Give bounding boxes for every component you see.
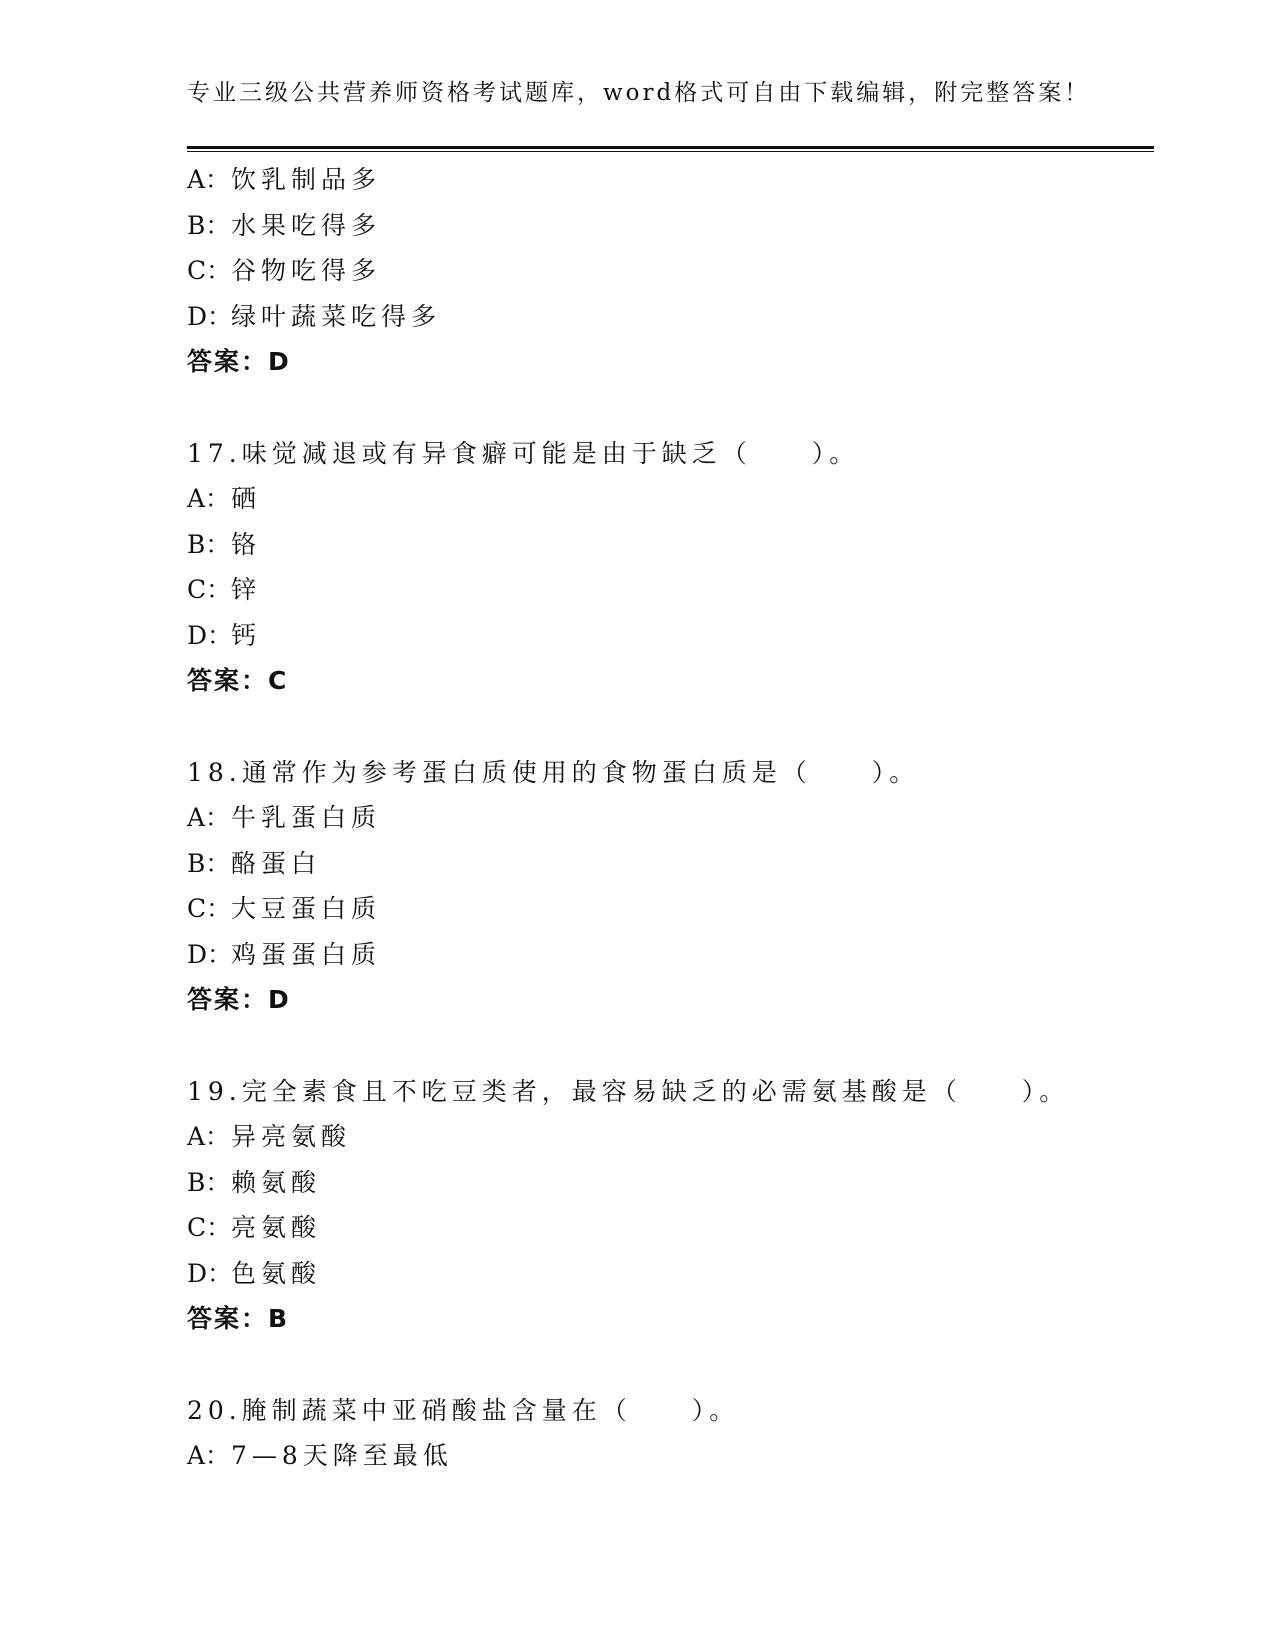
question-list (187, 157, 1154, 1479)
option-c: C：锌 (187, 575, 262, 604)
option-b: B：水果吃得多 (187, 210, 382, 240)
option-b: B：铬 (187, 529, 262, 559)
answer-q18: 答案：D (187, 985, 291, 1014)
option-a: A：异亮氨酸 (187, 1122, 352, 1151)
option-a: A：牛乳蛋白质 (187, 803, 382, 832)
question-17: 17.味觉减退或有异食癖可能是由于缺乏（ ）。 (187, 438, 860, 468)
option-c: C：大豆蛋白质 (187, 894, 382, 923)
option-b: B：酪蛋白 (187, 848, 322, 878)
option-c: C：亮氨酸 (187, 1213, 322, 1242)
question-18: 18.通常作为参考蛋白质使用的食物蛋白质是（ ）。 (187, 757, 920, 787)
header-rule-thick (187, 146, 1154, 149)
answer-q17: 答案：C (187, 666, 289, 695)
option-b: B：赖氨酸 (187, 1167, 322, 1197)
option-d: D：钙 (187, 620, 262, 650)
page-header: 专业三级公共营养师资格考试题库，word格式可自由下载编辑，附完整答案！ (187, 80, 1091, 106)
option-c: C：谷物吃得多 (187, 256, 382, 285)
answer-q16: 答案：D (187, 347, 291, 376)
option-a: A：7—8天降至最低 (187, 1441, 453, 1470)
option-d: D：绿叶蔬菜吃得多 (187, 301, 442, 331)
option-d: D：色氨酸 (187, 1258, 322, 1288)
option-d: D：鸡蛋蛋白质 (187, 939, 382, 969)
header-rule-thin (187, 151, 1154, 152)
question-19: 19.完全素食且不吃豆类者，最容易缺乏的必需氨基酸是（ ）。 (187, 1076, 1070, 1106)
answer-q19: 答案：B (187, 1304, 290, 1333)
option-a: A：饮乳制品多 (187, 165, 382, 194)
option-a: A：硒 (187, 484, 262, 513)
question-20: 20.腌制蔬菜中亚硝酸盐含量在（ ）。 (187, 1395, 740, 1425)
